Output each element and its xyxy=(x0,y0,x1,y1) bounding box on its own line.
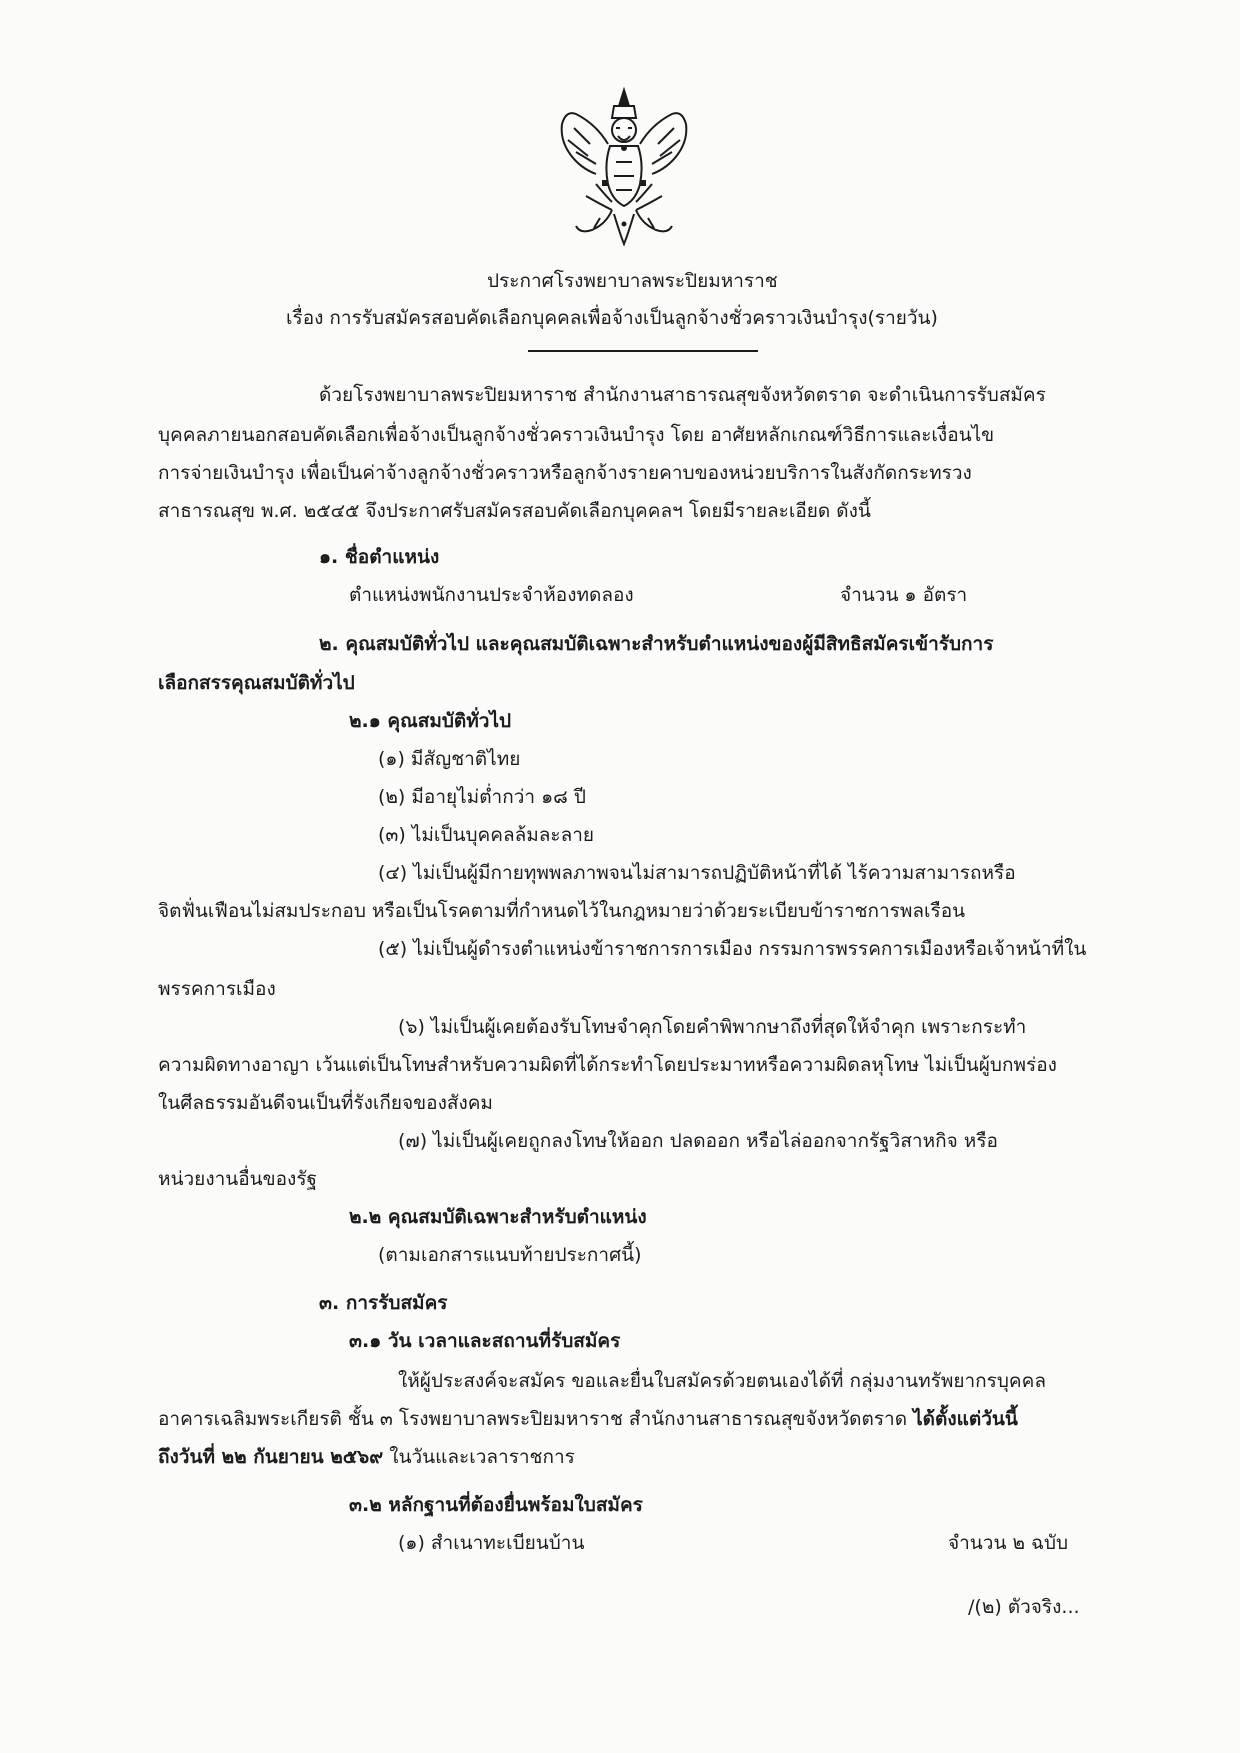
qualification-item-5-line-2: พรรคการเมือง xyxy=(158,978,276,1000)
application-paragraph-line-1: ให้ผู้ประสงค์จะสมัคร ขอและยื่นใบสมัครด้วยตนเองได้ที่ กลุ่มงานทรัพยากรบุคคล xyxy=(398,1370,1046,1392)
application-deadline-text: ถึงวันที่ ๒๒ กันยายน ๒๕๖๙ xyxy=(158,1446,384,1468)
section-3-2-heading: ๓.๒ หลักฐานที่ต้องยื่นพร้อมใบสมัคร xyxy=(349,1494,643,1516)
application-paragraph-line-2 xyxy=(158,1408,1018,1431)
intro-line-2: บุคคลภายนอกสอบคัดเลือกเพื่อจ้างเป็นลูกจ้างชั่วคราวเงินบำรุง โดย อาศัยหลักเกณฑ์วิธีการและเงื่อนไข xyxy=(158,424,995,446)
section-3-heading: ๓. การรับสมัคร xyxy=(319,1292,448,1314)
section-2-1-heading: ๒.๑ คุณสมบัติทั่วไป xyxy=(349,710,512,732)
document-title: ประกาศโรงพยาบาลพระปิยมหาราช xyxy=(487,270,778,292)
section-2-2-heading: ๒.๒ คุณสมบัติเฉพาะสำหรับตำแหน่ง xyxy=(349,1206,647,1228)
qualification-item-6-line-2: ความผิดทางอาญา เว้นแต่เป็นโทษสำหรับความผิดที่ได้กระทำโดยประมาทหรือความผิดลหุโทษ ไม่เป็นผู้บกพร่อง xyxy=(158,1054,1057,1076)
qualification-item-7-line-1: (๗) ไม่เป็นผู้เคยถูกลงโทษให้ออก ปลดออก หรือไล่ออกจากรัฐวิสาหกิจ หรือ xyxy=(398,1130,998,1152)
continued-marker: /(๒) ตัวจริง... xyxy=(968,1596,1080,1618)
qualification-item-2: (๒) มีอายุไม่ต่ำกว่า ๑๘ ปี xyxy=(378,786,586,808)
section-1-heading: ๑. ชื่อตำแหน่ง xyxy=(319,546,440,568)
garuda-emblem xyxy=(556,84,692,248)
position-name: ตำแหน่งพนักงานประจำห้องทดลอง xyxy=(349,584,634,606)
required-document-1-count: จำนวน ๒ ฉบับ xyxy=(948,1532,1069,1554)
intro-line-4: สาธารณสุข พ.ศ. ๒๕๔๕ จึงประกาศรับสมัครสอบคัดเลือกบุคคลฯ โดยมีรายละเอียด ดังนี้ xyxy=(158,500,871,522)
application-paragraph-line-3 xyxy=(158,1446,575,1469)
section-2-heading-line-2: เลือกสรรคุณสมบัติทั่วไป xyxy=(158,672,355,694)
qualification-item-4-line-2: จิตฟั่นเฟือนไม่สมประกอบ หรือเป็นโรคตามที่กำหนดไว้ในกฎหมายว่าด้วยระเบียบข้าราชการพลเรือน xyxy=(158,900,966,922)
qualification-item-6-line-1: (๖) ไม่เป็นผู้เคยต้องรับโทษจำคุกโดยคำพิพากษาถึงที่สุดให้จำคุก เพราะกระทำ xyxy=(398,1016,1027,1038)
qualification-item-4-line-1: (๔) ไม่เป็นผู้มีกายทุพพลภาพจนไม่สามารถปฏิบัติหน้าที่ได้ ไร้ความสามารถหรือ xyxy=(378,862,1016,884)
qualification-item-1: (๑) มีสัญชาติไทย xyxy=(378,748,521,770)
document-subject: เรื่อง การรับสมัครสอบคัดเลือกบุคคลเพื่อจ้างเป็นลูกจ้างชั่วคราวเงินบำรุง(รายวัน) xyxy=(286,307,938,329)
section-3-1-heading: ๓.๑ วัน เวลาและสถานที่รับสมัคร xyxy=(349,1330,621,1352)
application-location-text: อาคารเฉลิมพระเกียรติ ชั้น ๓ โรงพยาบาลพระปิยมหาราช สำนักงานสาธารณสุขจังหวัดตราด xyxy=(158,1408,914,1430)
required-document-1: (๑) สำเนาทะเบียนบ้าน xyxy=(398,1532,585,1554)
section-2-heading-line-1: ๒. คุณสมบัติทั่วไป และคุณสมบัติเฉพาะสำหรับตำแหน่งของผู้มีสิทธิสมัครเข้ารับการ xyxy=(319,633,994,655)
application-hours-text: ในวันและเวลาราชการ xyxy=(383,1446,575,1468)
intro-line-1: ด้วยโรงพยาบาลพระปิยมหาราช สำนักงานสาธารณสุขจังหวัดตราด จะดำเนินการรับสมัคร xyxy=(319,384,1046,406)
qualification-item-3: (๓) ไม่เป็นบุคคลล้มละลาย xyxy=(378,824,595,846)
qualification-item-7-line-2: หน่วยงานอื่นของรัฐ xyxy=(158,1168,318,1190)
application-start-text: ได้ตั้งแต่วันนี้ xyxy=(913,1408,1018,1430)
position-count: จำนวน ๑ อัตรา xyxy=(840,584,968,606)
qualification-item-5-line-1: (๕) ไม่เป็นผู้ดำรงตำแหน่งข้าราชการการเมือง กรรมการพรรคการเมืองหรือเจ้าหน้าที่ใน xyxy=(378,938,1087,960)
intro-line-3: การจ่ายเงินบำรุง เพื่อเป็นค่าจ้างลูกจ้างชั่วคราวหรือลูกจ้างรายคาบของหน่วยบริการในสังกัดกระทรวง xyxy=(158,462,972,484)
section-2-2-note: (ตามเอกสารแนบท้ายประกาศนี้) xyxy=(378,1244,642,1266)
title-divider xyxy=(528,350,758,352)
qualification-item-6-line-3: ในศีลธรรมอันดีจนเป็นที่รังเกียจของสังคม xyxy=(158,1092,493,1114)
